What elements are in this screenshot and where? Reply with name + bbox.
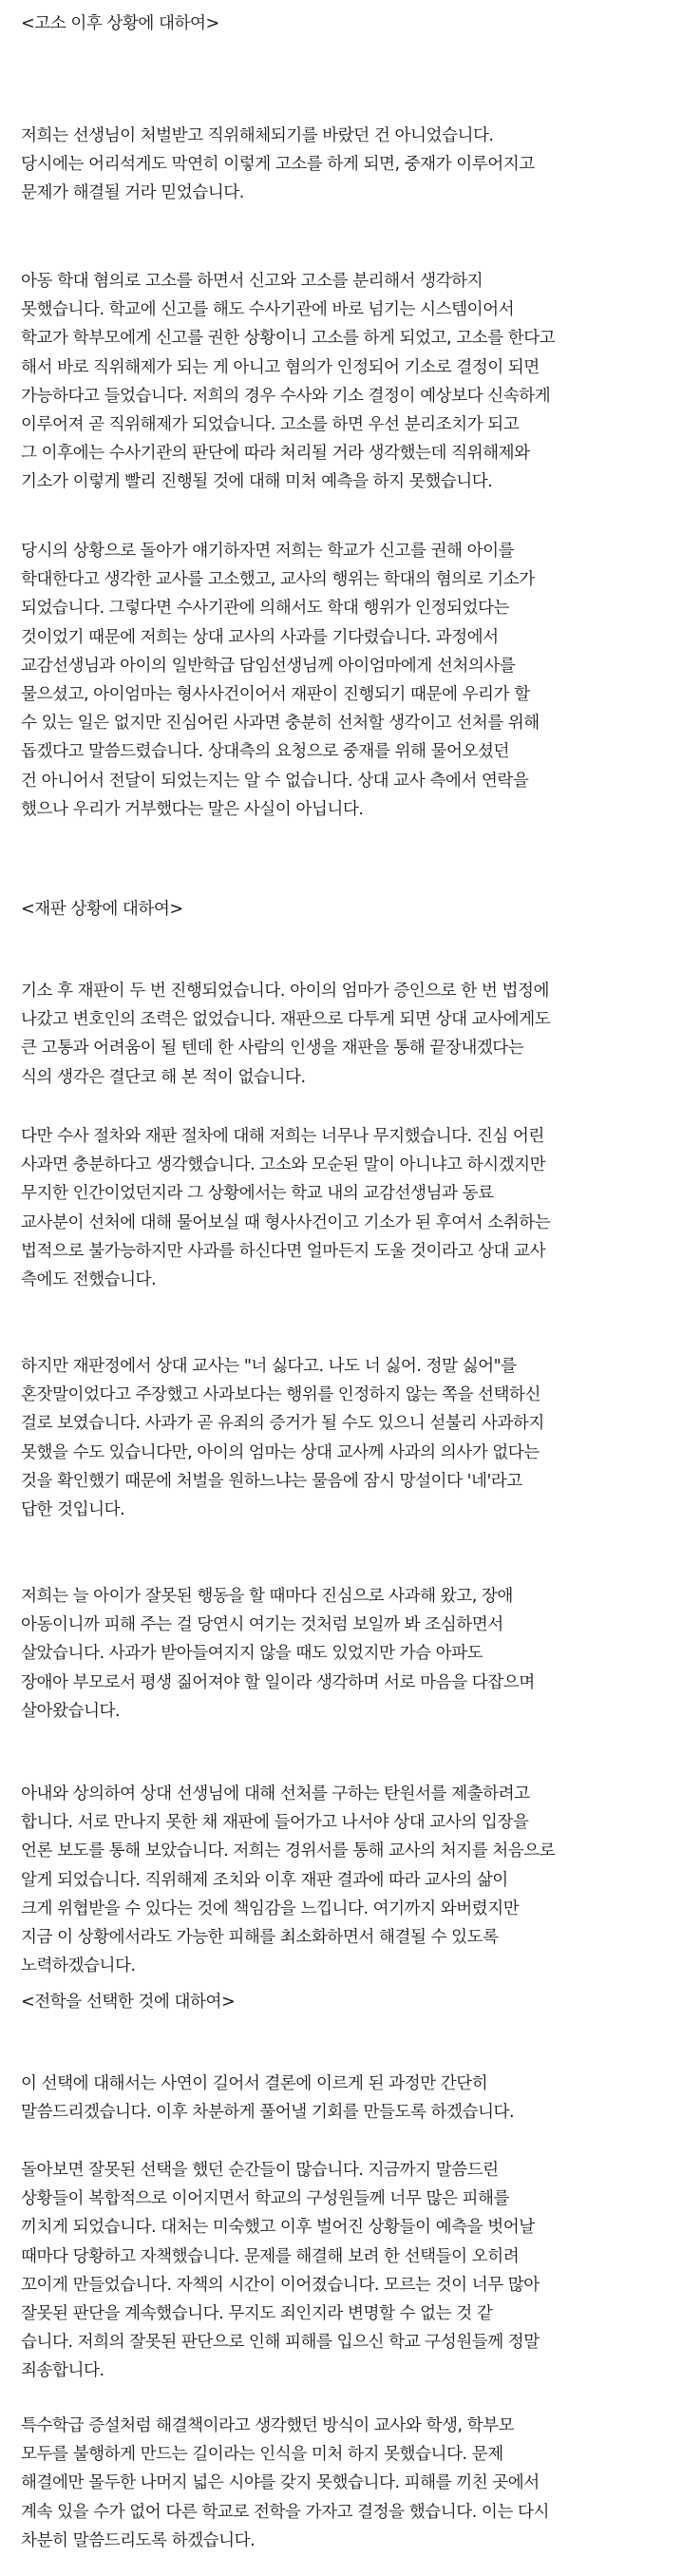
paragraph: 기소 후 재판이 두 번 진행되었습니다. 아이의 엄마가 증인으로 한 번 법정에 나갔고 변호인의 조력은 없었습니다. 재판으로 다투게 되면 상대 교사에게도 큰 고통과 어려움이 될 텐데 한 사람의 인생을 재판을 통해 끝장내겠다는 식의 생각은 결단코 해 본 적이 없습니다.	[21, 982, 551, 1087]
paragraph: 다만 수사 절차와 재판 절차에 대해 저희는 너무나 무지했습니다. 진심 어린 사과면 충분하다고 생각했습니다. 고소와 모순된 말이 아니냐고 하시겠지만 무지한 인간이었던지라 그 상황에서는 학교 내의 교감선생님과 동료 교사분이 선처에 대해 물어보실 때 형사사건이고 기소가 된 후여서 소취하는 법적으로 불가능하지만 사과를 하신다면 얼마든지 도울 것이라고 상대 교사 측에도 전했습니다.	[21, 1127, 551, 1290]
paragraph: 이 선택에 대해서는 사연이 길어서 결론에 이르게 된 과정만 간단히 말씀드리겠습니다. 이후 차분하게 풀어낼 기회를 만들도록 하겠습니다.	[21, 2074, 515, 2123]
paragraph: 당시의 상황으로 돌아가 얘기하자면 저희는 학교가 신고를 권해 아이를 학대한다고 생각한 교사를 고소했고, 교사의 행위는 학대의 혐의로 기소가 되었습니다. 그렇다면 수사기관에 의해서도 학대 행위가 인정되었다는 것이었기 때문에 저희는 상대 교사의 사과를 기다렸습니다. 과정에서 교감선생님과 아이의 일반학급 담임선생님께 아이엄마에게 선처의사를 물으셨고, 아이엄마는 형사사건이어서 재판이 진행되기 때문에 우리가 할 수 있는 일은 없지만 진심어린 사과면 충분히 선처할 생각이고 선처를 위해 돕겠다고 말씀드렸습니다. 상대측의 요청으로 중재를 위해 물어오셨던 건 아니어서 전달이 되었는지는 알 수 없습니다. 상대 교사 측에서 연락을 했으나 우리가 거부했다는 말은 사실이 아닙니다.	[21, 542, 540, 819]
paragraph: 특수학급 증설처럼 해결책이라고 생각했던 방식이 교사와 학생, 학부모 모두를 불행하게 만드는 길이라는 인식을 미처 하지 못했습니다. 문제 해결에만 몰두한 나머지 넓은 시야를 갖지 못했습니다. 피해를 끼친 곳에서 계속 있을 수가 없어 다른 학교로 전학을 가자고 결정을 했습니다. 이는 다시 차분히 말씀드리도록 하겠습니다.	[21, 2416, 549, 2550]
section-heading-trial: <재판 상황에 대하여>	[21, 900, 183, 919]
paragraph: 저희는 선생님이 처벌받고 직위해체되기를 바랐던 건 아니었습니다. 당시에는 어리석게도 막연히 이렇게 고소를 하게 되면, 중재가 이루어지고 문제가 해결될 거라 믿었습니다.	[21, 126, 535, 203]
paragraph: 아내와 상의하여 상대 선생님에 대해 선처를 구하는 탄원서를 제출하려고 합니다. 서로 만나지 못한 채 재판에 들어가고 나서야 상대 교사의 입장을 언론 보도를 통해 보았습니다. 저희는 경위서를 통해 교사의 처지를 처음으로 알게 되었습니다. 직위해제 조치와 이후 재판 결과에 따라 교사의 삶이 크게 위협받을 수 있다는 것에 책임감을 느낍니다. 여기까지 와버렸지만 지금 이 상황에서라도 가능한 피해를 최소화하면서 해결될 수 있도록 노력하겠습니다.	[21, 1784, 556, 1976]
section-heading-complaint: <고소 이후 상황에 대하여>	[21, 14, 219, 33]
section-heading-transfer: <전학을 선택한 것에 대하여>	[21, 1993, 236, 2012]
paragraph: 하지만 재판정에서 상대 교사는 "너 싫다고. 나도 너 싫어. 정말 싫어"를 혼잣말이었다고 주장했고 사과보다는 행위를 인정하지 않는 쪽을 선택하신 걸로 보였습니다. 사과가 곧 유죄의 증거가 될 수도 있으니 섣불리 사과하지 못했을 수도 있습니다만, 아이의 엄마는 상대 교사께 사과의 의사가 없다는 것을 확인했기 때문에 처벌을 원하느냐는 물음에 잠시 망설이다 '네'라고 답한 것입니다.	[21, 1357, 544, 1520]
paragraph: 저희는 늘 아이가 잘못된 행동을 할 때마다 진심으로 사과해 왔고, 장애 아동이니까 피해 주는 걸 당연시 여기는 것처럼 보일까 봐 조심하면서 살았습니다. 사과가 받아들여지지 않을 때도 있었지만 가슴 아파도 장애아 부모로서 평생 짊어져야 할 일이라 생각하며 서로 마음을 다잡으며 살아왔습니다.	[21, 1587, 535, 1721]
paragraph: 아동 학대 혐의로 고소를 하면서 신고와 고소를 분리해서 생각하지 못했습니다. 학교에 신고를 해도 수사기관에 바로 넘기는 시스템이어서 학교가 학부모에게 신고를 권한 상황이니 고소를 하게 되었고, 고소를 한다고 해서 바로 직위해제가 되는 게 아니고 혐의가 인정되어 기소로 결정이 되면 가능하다고 들었습니다. 저희의 경우 수사와 기소 결정이 예상보다 신속하게 이루어져 곧 직위해제가 되었습니다. 고소를 하면 우선 분리조치가 되고 그 이후에는 수사기관의 판단에 따라 처리될 거라 생각했는데 직위해제와 기소가 이렇게 빨리 진행될 것에 대해 미처 예측을 하지 못했습니다.	[21, 272, 556, 492]
paragraph: 돌아보면 잘못된 선택을 했던 순간들이 많습니다. 지금까지 말씀드린 상황들이 복합적으로 이어지면서 학교의 구성원들께 너무 많은 피해를 끼치게 되었습니다. 대처는 미숙했고 이후 벌어진 상황들이 예측을 벗어날 때마다 당황하고 자책했습니다. 문제를 해결해 보려 한 선택들이 오히려 꼬이게 만들었습니다. 자책의 시간이 이어졌습니다. 모르는 것이 너무 많아 잘못된 판단을 계속했습니다. 무지도 죄인지라 변명할 수 없는 것 같 습니다. 저희의 잘못된 판단으로 인해 피해를 입으신 학교 구성원들께 정말 죄송합니다.	[21, 2161, 540, 2381]
